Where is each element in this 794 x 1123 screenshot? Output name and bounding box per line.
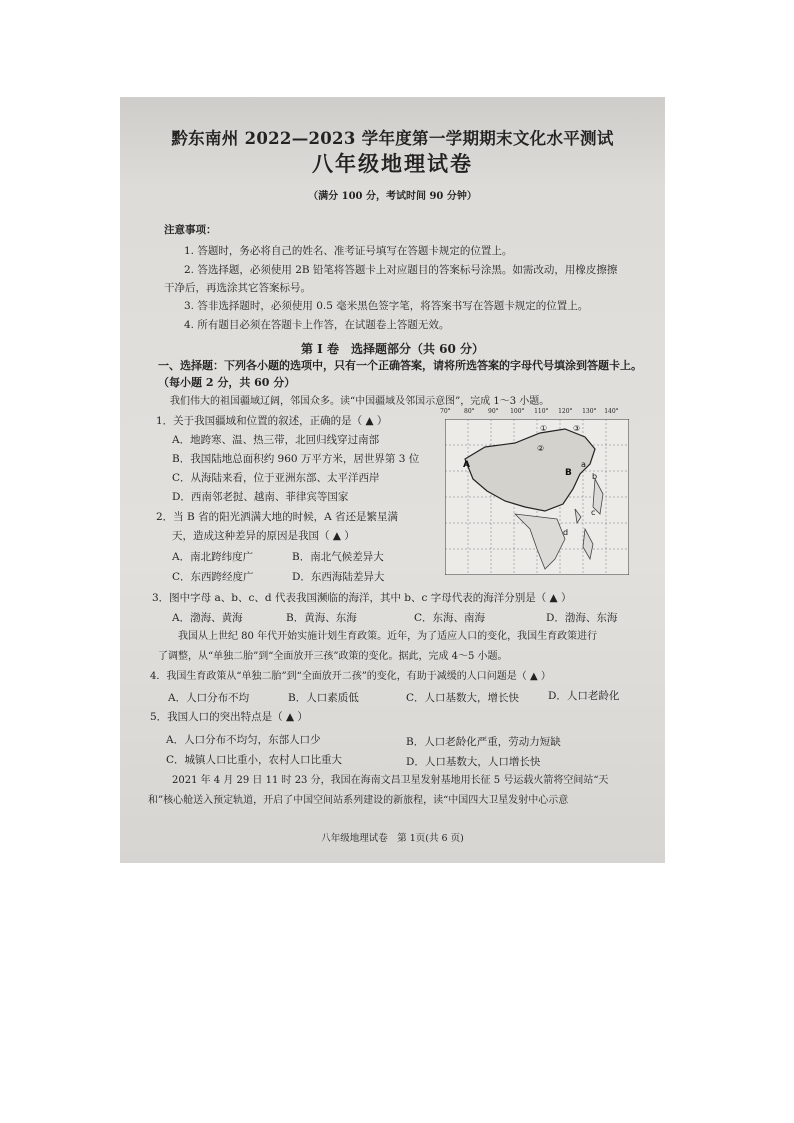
q3-stem: 3．图中字母 a、b、c、d 代表我国濒临的海洋，其中 b、c 字母代表的海洋分别是（ ▲ ） — [152, 592, 572, 604]
q2-option-d: D．东西海陆差异大 — [292, 571, 385, 583]
exam-subtitle: 八年级地理试卷 — [312, 151, 473, 176]
q1-option-c: C．从海陆来看，位于亚洲东部、太平洋西岸 — [172, 472, 380, 484]
lon-130: 130° — [582, 408, 597, 415]
q1-option-a: A．地跨寒、温、热三带，北回归线穿过南部 — [172, 434, 380, 446]
q2-stem-line2: 天，造成这种差异的原因是我国（ ▲ ） — [172, 530, 355, 542]
note-4: 4. 所有题目必须在答题卡上作答，在试题卷上答题无效。 — [184, 319, 450, 331]
lon-90: 90° — [488, 408, 499, 415]
notes-heading: 注意事项： — [164, 224, 217, 236]
note-2: 2. 答选择题，必须使用 2B 铅笔将答题卡上对应题目的答案标号涂黑。如需改动，用橡皮擦擦 — [184, 264, 618, 276]
page-footer: 八年级地理试卷 第 1页(共 6 页) — [321, 833, 464, 844]
section-title: 第 I 卷 选择题部分（共 60 分） — [300, 342, 485, 356]
section-intro: 我们伟大的祖国疆域辽阔，邻国众多。读“中国疆域及邻国示意图”，完成 1～3 小题。 — [170, 396, 550, 407]
q4-option-b: B．人口素质低 — [288, 692, 359, 704]
score-note: （满分 100 分，考试时间 90 分钟） — [308, 191, 477, 202]
lon-140: 140° — [604, 408, 619, 415]
exam-title: 黔东南州 2022—2023 学年度第一学期期末文化水平测试 — [171, 129, 614, 148]
q2-stem-line1: 2．当 B 省的阳光洒满大地的时候，A 省还是繁星满 — [156, 511, 398, 523]
china-territory-map — [445, 419, 629, 575]
label-neighbor-1: ① — [540, 424, 548, 433]
note-2-cont: 干净后，再选涂其它答案标号。 — [164, 282, 311, 294]
q4-option-c: C．人口基数大，增长快 — [406, 692, 520, 704]
label-sea-b: b — [592, 472, 598, 481]
q3-option-b: B．黄海、东海 — [286, 612, 357, 624]
label-neighbor-3: ③ — [573, 424, 581, 433]
q5-option-b: B．人口老龄化严重，劳动力短缺 — [406, 736, 561, 748]
label-sea-a: a — [581, 460, 586, 469]
q4-stem: 4．我国生育政策从“单独二胎”到“全面放开二孩”的变化，有助于减缓的人口问题是（ ▲ ） — [150, 671, 551, 682]
q2-option-c: C．东西跨经度广 — [172, 571, 254, 583]
label-province-b: B — [565, 468, 572, 478]
lon-100: 100° — [510, 408, 525, 415]
passage3-line1: 2021 年 4 月 29 日 11 时 23 分，我国在海南文昌卫星发射基地用长征 5 号运载火箭将空间站“天 — [172, 775, 609, 786]
lon-120: 120° — [558, 408, 573, 415]
q2-option-a: A．南北跨纬度广 — [172, 551, 254, 563]
section-score: （每小题 2 分，共 60 分） — [158, 376, 296, 389]
label-province-a: A — [463, 460, 470, 470]
q5-option-c: C．城镇人口比重小，农村人口比重大 — [166, 754, 343, 766]
passage3-line2: 和”核心舱送入预定轨道，开启了中国空间站系列建设的新旅程，读“中国四大卫星发射中心示意 — [148, 795, 569, 806]
q4-option-a: A．人口分布不均 — [168, 692, 250, 704]
q3-option-c: C．东海、南海 — [414, 612, 486, 624]
q1-stem: 1．关于我国疆域和位置的叙述，正确的是（ ▲ ） — [156, 415, 388, 427]
q3-option-a: A．渤海、黄海 — [172, 612, 243, 624]
passage2-line2: 了调整，从“单独二胎”到“全面放开三孩”政策的变化。据此，完成 4～5 小题。 — [158, 651, 508, 662]
note-3: 3. 答非选择题时，必须使用 0.5 毫米黑色签字笔，将答案书写在答题卡规定的位置上。 — [184, 300, 589, 312]
q2-option-b: B．南北气候差异大 — [292, 551, 384, 563]
q5-stem: 5．我国人口的突出特点是（ ▲ ） — [150, 711, 308, 723]
section-instruction: 一、选择题：下列各小题的选项中，只有一个正确答案，请将所选答案的字母代号填涂到答题卡上。 — [158, 359, 642, 372]
note-1: 1. 答题时，务必将自己的姓名、准考证号填写在答题卡规定的位置上。 — [184, 245, 513, 257]
map-lon-labels — [440, 408, 619, 416]
label-sea-c: c — [591, 508, 596, 517]
q5-option-d: D．人口基数大，人口增长快 — [406, 756, 541, 768]
q3-option-d: D．渤海、东海 — [546, 612, 618, 624]
lon-80: 80° — [464, 408, 475, 415]
exam-photo — [120, 97, 665, 863]
q4-option-d: D．人口老龄化 — [548, 690, 620, 702]
q1-option-d: D．西南邻老挝、越南、菲律宾等国家 — [172, 491, 349, 503]
label-neighbor-2: ② — [537, 444, 545, 453]
lon-110: 110° — [534, 408, 549, 415]
lon-70: 70° — [440, 408, 451, 415]
label-sea-d: d — [563, 528, 569, 537]
q1-option-b: B．我国陆地总面积约 960 万平方米，居世界第 3 位 — [172, 453, 420, 465]
q5-option-a: A．人口分布不均匀，东部人口少 — [166, 734, 321, 746]
passage2-line1: 我国从上世纪 80 年代开始实施计划生育政策。近年，为了适应人口的变化，我国生育政策进行 — [178, 631, 598, 642]
